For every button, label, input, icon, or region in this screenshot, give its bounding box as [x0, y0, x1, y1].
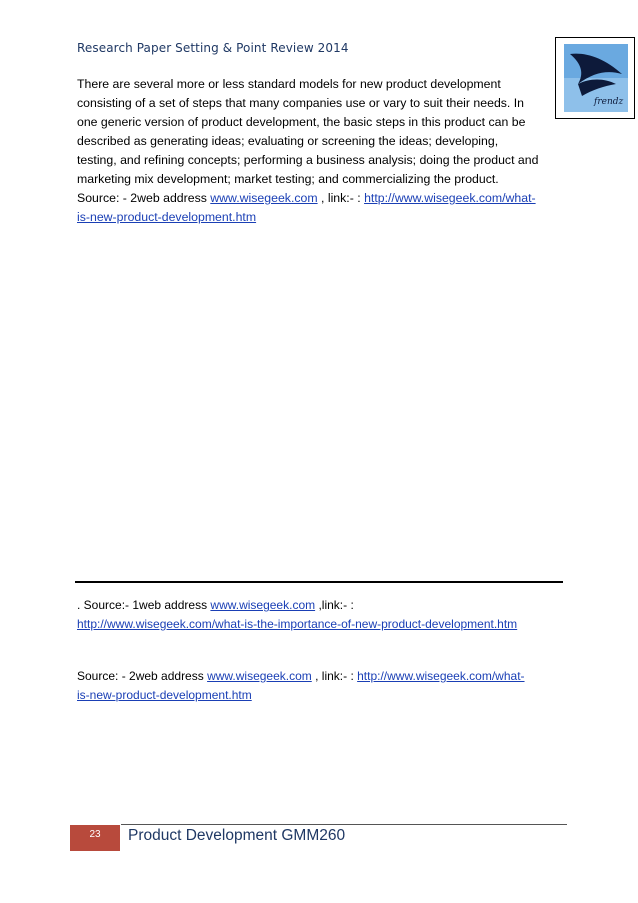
- source-citation-cont: [77, 208, 563, 227]
- footnote-1-mid: ,link:- :: [315, 598, 354, 612]
- paragraph-line: described as generating ideas; evaluating or screening the ideas; developing,: [77, 134, 499, 148]
- source-citation: [77, 189, 563, 208]
- footnote-1: [77, 596, 567, 634]
- paragraph-line: one generic version of product development, the basic steps in this product can be: [77, 115, 526, 129]
- footer-separator: [121, 824, 567, 825]
- footnote-1-prefix: . Source:- 1web address: [77, 598, 211, 612]
- footnote-1-line: [77, 596, 567, 615]
- footnote-2-url-line: [77, 686, 567, 705]
- footnote-2-mid: , link:- :: [311, 669, 358, 683]
- page-number: 23: [70, 825, 120, 851]
- wisegeek-site-link[interactable]: www.wisegeek.com: [210, 191, 318, 205]
- footnote-2-line: [77, 667, 567, 686]
- source-url-link[interactable]: http://www.wisegeek.com/what-: [364, 191, 536, 205]
- footnote-2-url-link-cont[interactable]: is-new-product-development.htm: [77, 688, 252, 702]
- frendz-sail-logo-icon: [564, 44, 628, 112]
- footnote-2: [77, 667, 567, 705]
- footnote-2-site-link[interactable]: www.wisegeek.com: [207, 669, 312, 683]
- source-mid: , link:- :: [317, 191, 365, 205]
- logo: [555, 37, 635, 119]
- main-paragraph: [77, 75, 563, 227]
- running-header-title: Research Paper Setting & Point Review 2014: [77, 41, 349, 55]
- logo-text: frendz: [594, 97, 624, 107]
- paragraph-line: There are several more or less standard models for new product development: [77, 77, 501, 91]
- paragraph-line: testing, and refining concepts; performing a business analysis; doing the product and: [77, 153, 539, 167]
- footnote-1-site-link[interactable]: www.wisegeek.com: [210, 598, 316, 612]
- footnote-2-prefix: Source: - 2web address: [77, 669, 208, 683]
- footnote-separator: [75, 581, 563, 583]
- footnote-1-url-line: [77, 615, 567, 634]
- paragraph-line: consisting of a set of steps that many companies use or vary to suit their needs. In: [77, 96, 525, 110]
- footnote-2-url-link[interactable]: http://www.wisegeek.com/what-: [357, 669, 525, 683]
- source-url-link-cont[interactable]: is-new-product-development.htm: [77, 210, 257, 224]
- footnote-1-url-link[interactable]: http://www.wisegeek.com/what-is-the-importance-of-new-product-development.htm: [77, 617, 518, 631]
- footer-title: Product Development GMM260: [128, 827, 346, 844]
- source-prefix: Source: - 2web address: [77, 191, 211, 205]
- paragraph-line: marketing mix development; market testing; and commercializing the product.: [77, 172, 499, 186]
